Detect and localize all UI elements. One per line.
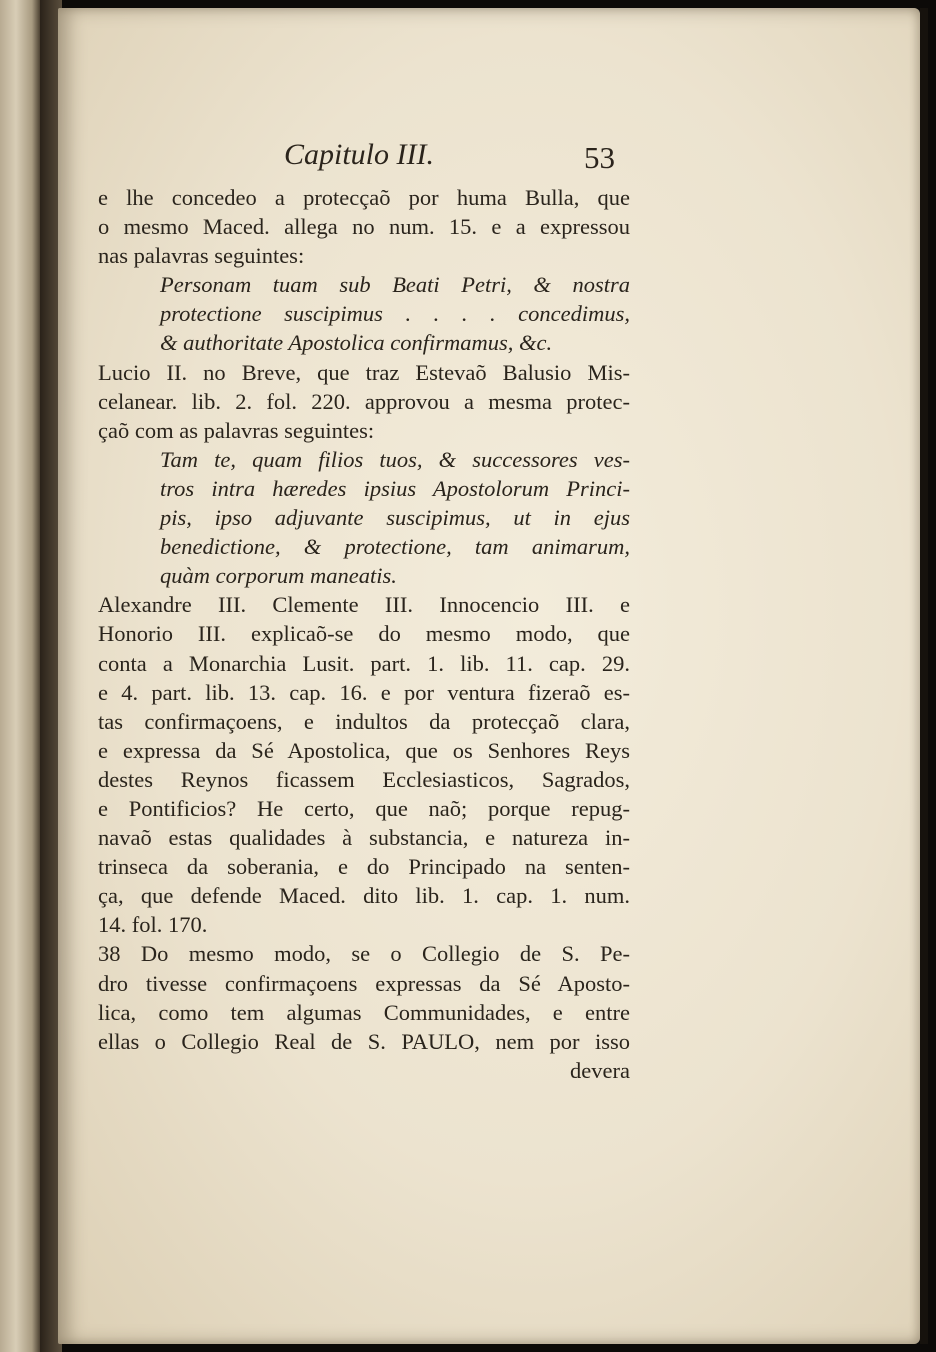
quote-line: quàm corporum maneatis.	[160, 563, 397, 589]
quote-line: benedictione, & protectione, tam animarum,	[160, 534, 630, 560]
text-line: ça, que defende Maced. dito lib. 1. cap. 1. num.	[98, 883, 630, 909]
quote-line: pis, ipso adjuvante suscipimus, ut in ejus	[160, 505, 630, 531]
body-text	[98, 183, 630, 1085]
previous-page-edge	[0, 0, 40, 1352]
quote-line: tros intra hæredes ipsius Apostolorum Princi-	[160, 475, 630, 501]
text-line: e 4. part. lib. 13. cap. 16. e por ventura fizeraõ es-	[98, 679, 630, 705]
quote-line: & authoritate Apostolica confirmamus, &c.	[160, 330, 553, 356]
text-line: e lhe concedeo a protecçaõ por huma Bulla, que	[98, 185, 630, 210]
catchword: devera	[570, 1057, 630, 1083]
text-line: Alexandre III. Clemente III. Innocencio III. e	[98, 592, 630, 618]
page-edge-shadow	[920, 8, 928, 1344]
paragraph-38-line: 38 Do mesmo modo, se o Collegio de S. Pe-	[98, 941, 630, 967]
running-head	[0, 138, 936, 180]
text-line: nas palavras seguintes:	[98, 243, 305, 269]
text-line: dro tivesse confirmaçoens expressas da Sé Aposto-	[98, 970, 630, 996]
text-line: ellas o Collegio Real de S. PAULO, nem por isso	[98, 1028, 630, 1054]
text-line: lica, como tem algumas Communidades, e entre	[98, 999, 630, 1025]
text-line: tas confirmaçoens, e indultos da protecçaõ clara,	[98, 708, 630, 734]
text-line: Lucio II. no Breve, que traz Estevaõ Balusio Mis-	[98, 359, 630, 385]
text-line: e Pontificios? He certo, que naõ; porque repug-	[98, 795, 630, 821]
text-line: o mesmo Maced. allega no num. 15. e a expressou	[98, 214, 630, 240]
quote-line: protectione suscipimus . . . . concedimus,	[160, 301, 630, 327]
text-line: navaõ estas qualidades à substancia, e natureza in-	[98, 825, 630, 851]
text-line: celanear. lib. 2. fol. 220. approvou a mesma protec-	[98, 388, 630, 414]
chapter-title: Capitulo III.	[284, 138, 434, 171]
quote-line: Personam tuam sub Beati Petri, & nostra	[160, 272, 630, 298]
page-number: 53	[584, 140, 615, 175]
text-line: Honorio III. explicaõ-se do mesmo modo, que	[98, 621, 630, 647]
text-line: 14. fol. 170.	[98, 912, 208, 938]
text-line: çaõ com as palavras seguintes:	[98, 417, 375, 443]
quote-line: Tam te, quam filios tuos, & successores ves-	[160, 446, 630, 472]
text-line: destes Reynos ficassem Ecclesiasticos, Sagrados,	[98, 766, 630, 792]
text-line: trinseca da soberania, e do Principado na senten-	[98, 854, 630, 880]
text-line: e expressa da Sé Apostolica, que os Senhores Reys	[98, 737, 630, 763]
text-line: conta a Monarchia Lusit. part. 1. lib. 11. cap. 29.	[98, 650, 630, 676]
